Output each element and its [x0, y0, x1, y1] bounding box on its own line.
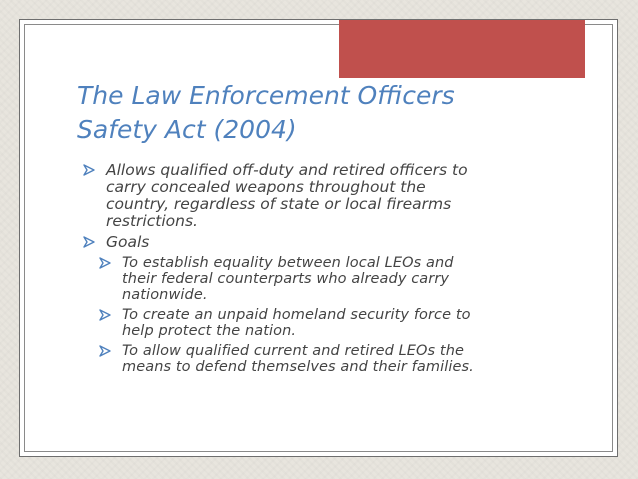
sub-bullet-item-security-force	[82, 307, 552, 339]
sub-bullet-item-equality	[82, 255, 552, 303]
bullet-line: restrictions.	[106, 212, 198, 230]
arrow-bullet-icon	[98, 344, 112, 358]
bullet-text	[122, 307, 552, 339]
bullet-item-allows	[82, 162, 552, 230]
accent-tab	[339, 20, 585, 78]
bullet-line: carry concealed weapons throughout the	[106, 178, 426, 196]
bullet-text	[106, 234, 552, 251]
bullet-text	[122, 255, 552, 303]
bullet-item-goals	[82, 234, 552, 251]
bullet-line: To establish equality between local LEOs and	[122, 255, 454, 271]
bullet-line: To create an unpaid homeland security force to	[122, 307, 471, 323]
sub-bullet-item-self-defense	[82, 343, 552, 375]
arrow-bullet-icon	[98, 308, 112, 322]
bullet-line: Allows qualified off-duty and retired officers to	[106, 161, 468, 179]
bullet-line: To allow qualified current and retired LEOs the	[122, 343, 465, 359]
bullet-line: help protect the nation.	[122, 323, 297, 339]
arrow-bullet-icon	[98, 256, 112, 270]
bullet-line: country, regardless of state or local firearms	[106, 195, 452, 213]
arrow-bullet-icon	[82, 235, 96, 249]
slide-title-line: The Law Enforcement Officers	[77, 81, 455, 110]
bullet-text	[122, 343, 552, 375]
bullet-text	[106, 162, 552, 230]
bullet-line: Goals	[106, 233, 150, 251]
bullet-line: their federal counterparts who already carry	[122, 271, 450, 287]
arrow-bullet-icon	[82, 163, 96, 177]
slide-body	[82, 162, 552, 379]
bullet-line: nationwide.	[122, 287, 208, 303]
slide-title	[77, 79, 577, 147]
bullet-line: means to defend themselves and their families.	[122, 359, 474, 375]
slide-title-line: Safety Act (2004)	[77, 115, 297, 144]
